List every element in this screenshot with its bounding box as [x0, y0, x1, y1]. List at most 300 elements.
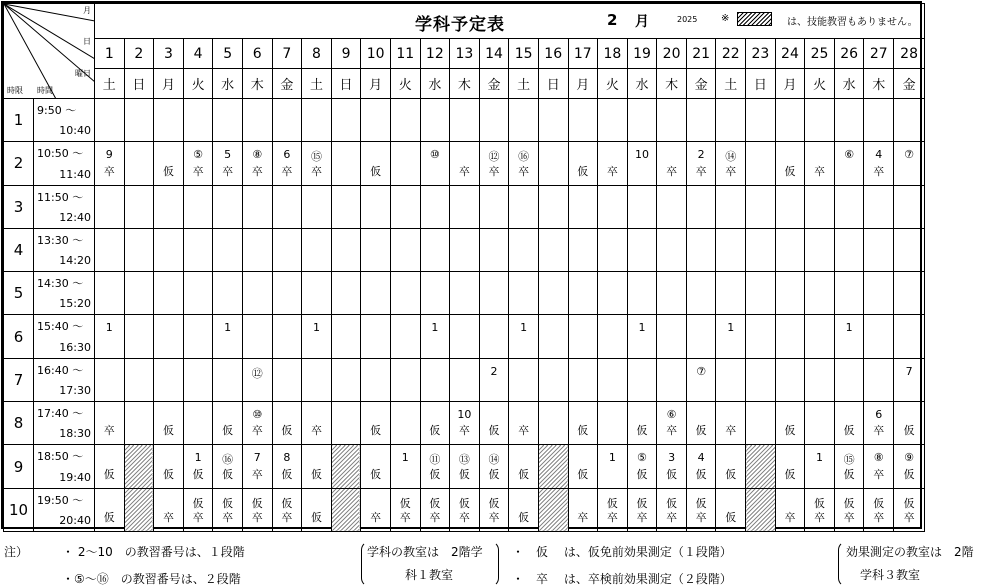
schedule-cell: [509, 445, 539, 488]
test-mark: 卒: [310, 164, 322, 178]
test-mark: 卒: [725, 424, 737, 438]
schedule-cell: [657, 142, 687, 185]
schedule-cell: [390, 185, 420, 228]
schedule-cell: [716, 315, 746, 358]
schedule-cell: [864, 99, 894, 142]
lesson-number: 1: [608, 451, 616, 465]
schedule-cell: [154, 358, 184, 401]
period-row: [4, 402, 925, 445]
schedule-cell: [538, 445, 568, 488]
weekday-header: 木: [450, 69, 480, 99]
test-mark: 卒: [222, 510, 234, 524]
schedule-cell: [390, 142, 420, 185]
lesson-number: 仮: [429, 496, 441, 510]
schedule-cell: [183, 228, 213, 271]
schedule-cell: [361, 488, 391, 531]
schedule-cell: [598, 185, 628, 228]
period-end: 18:30: [59, 427, 91, 441]
schedule-cell: [805, 228, 835, 271]
title-year: 2025: [677, 15, 698, 24]
period-end: 17:30: [59, 384, 91, 398]
day-corner-label: 日: [83, 37, 91, 46]
schedule-cell: [390, 315, 420, 358]
day-header: 13: [450, 39, 480, 69]
period-end: 16:30: [59, 340, 91, 354]
schedule-cell: [331, 142, 361, 185]
weekday-header: 火: [805, 69, 835, 99]
test-mark: 卒: [873, 424, 885, 438]
period-start: 16:40 ～: [37, 363, 84, 377]
weekday-header: 土: [509, 69, 539, 99]
schedule-cell: [716, 272, 746, 315]
schedule-cell: [302, 402, 332, 445]
schedule-cell: [154, 315, 184, 358]
schedule-cell: [183, 358, 213, 401]
schedule-cell: [450, 358, 480, 401]
test-mark: 卒: [458, 164, 470, 178]
schedule-cell: [154, 402, 184, 445]
test-mark: 卒: [814, 510, 826, 524]
schedule-cell: [686, 445, 716, 488]
schedule-cell: [213, 358, 243, 401]
schedule-cell: [864, 185, 894, 228]
day-header: 6: [242, 39, 272, 69]
schedule-cell: [95, 402, 125, 445]
period-end: 15:20: [59, 297, 91, 311]
schedule-cell: [746, 142, 776, 185]
schedule-cell: [420, 228, 450, 271]
test-mark: 仮: [281, 467, 293, 481]
schedule-cell: [124, 402, 154, 445]
schedule-cell: [213, 142, 243, 185]
schedule-cell: [864, 315, 894, 358]
test-mark: 卒: [251, 510, 263, 524]
schedule-cell: [302, 445, 332, 488]
test-mark: 卒: [281, 164, 293, 178]
schedule-cell: [598, 488, 628, 531]
schedule-cell: [272, 445, 302, 488]
schedule-cell: [183, 99, 213, 142]
period-row: [4, 142, 925, 185]
lesson-number: 2: [490, 364, 498, 378]
lesson-number: 7: [905, 364, 913, 378]
time-corner-label: 時間: [37, 86, 53, 95]
day-header: 14: [479, 39, 509, 69]
period-time: [34, 402, 95, 445]
lesson-number: 9: [105, 148, 113, 162]
weekday-header: 土: [95, 69, 125, 99]
schedule-cell: [805, 272, 835, 315]
schedule-cell: [775, 228, 805, 271]
schedule-cell: [509, 99, 539, 142]
schedule-cell: [242, 488, 272, 531]
weekday-header: 金: [272, 69, 302, 99]
test-mark: 卒: [192, 164, 204, 178]
day-header: 4: [183, 39, 213, 69]
test-mark: 仮: [103, 510, 115, 524]
lesson-number: 1: [312, 321, 320, 335]
schedule-cell: [627, 185, 657, 228]
test-mark: 仮: [903, 424, 915, 438]
schedule-cell: [361, 445, 391, 488]
schedule-cell: [627, 99, 657, 142]
test-mark: 卒: [251, 424, 263, 438]
period-start: 19:50 ～: [37, 493, 84, 507]
test-mark: 卒: [636, 510, 648, 524]
test-mark: 卒: [429, 510, 441, 524]
note-room1-line1: 学科の教室は 2階学: [367, 545, 483, 559]
hatch-legend-text: は、技能教習もありません。: [787, 17, 918, 28]
schedule-cell: [864, 488, 894, 531]
period-time: [34, 358, 95, 401]
schedule-cell: [627, 402, 657, 445]
schedule-cell: [716, 358, 746, 401]
schedule-cell: [183, 488, 213, 531]
note-kari: ・ 仮 は、仮免前効果測定（１段階）: [512, 545, 732, 559]
notes-label: 注）: [4, 545, 29, 559]
schedule-cell: [805, 358, 835, 401]
schedule-cell: [302, 142, 332, 185]
lesson-number: 1: [727, 321, 735, 335]
lesson-number: ⑫: [251, 366, 263, 380]
day-header: 26: [834, 39, 864, 69]
test-mark: 仮: [577, 467, 589, 481]
schedule-cell: [894, 445, 925, 488]
period-row: [4, 315, 925, 358]
test-mark: 卒: [488, 510, 500, 524]
schedule-cell: [242, 358, 272, 401]
schedule-cell: [331, 185, 361, 228]
schedule-cell: [242, 402, 272, 445]
schedule-cell: [716, 185, 746, 228]
lesson-number: ⑤: [193, 148, 204, 162]
weekday-header: 土: [716, 69, 746, 99]
schedule-cell: [183, 142, 213, 185]
day-header: 10: [361, 39, 391, 69]
test-mark: 仮: [843, 424, 855, 438]
schedule-cell: [568, 99, 598, 142]
test-mark: 仮: [429, 467, 441, 481]
schedule-cell: [538, 358, 568, 401]
lesson-number: 仮: [281, 496, 293, 510]
test-mark: 仮: [666, 467, 678, 481]
schedule-cell: [894, 358, 925, 401]
day-header: 24: [775, 39, 805, 69]
schedule-cell: [420, 315, 450, 358]
test-mark: 卒: [606, 510, 618, 524]
schedule-cell: [716, 445, 746, 488]
schedule-cell: [627, 358, 657, 401]
schedule-cell: [686, 402, 716, 445]
schedule-cell: [154, 488, 184, 531]
lesson-number: 1: [816, 451, 824, 465]
weekday-header: 金: [894, 69, 925, 99]
period-end: 14:20: [59, 254, 91, 268]
schedule-cell: [775, 488, 805, 531]
schedule-cell: [183, 315, 213, 358]
weekday-header: 月: [361, 69, 391, 99]
weekday-header: 水: [213, 69, 243, 99]
period-number: 6: [4, 315, 34, 358]
schedule-cell: [390, 228, 420, 271]
schedule-cell: [450, 228, 480, 271]
title-month-number: 2: [607, 11, 618, 29]
schedule-cell: [568, 315, 598, 358]
schedule-cell: [479, 185, 509, 228]
schedule-cell: [154, 99, 184, 142]
schedule-cell: [509, 185, 539, 228]
day-header: 11: [390, 39, 420, 69]
lesson-number: 仮: [606, 496, 618, 510]
test-mark: 卒: [725, 164, 737, 178]
schedule-cell: [657, 185, 687, 228]
test-mark: 仮: [725, 467, 737, 481]
weekday-header: 水: [834, 69, 864, 99]
schedule-cell: [154, 445, 184, 488]
schedule-cell: [331, 488, 361, 531]
test-mark: 仮: [784, 424, 796, 438]
weekday-header: 金: [479, 69, 509, 99]
lesson-number: 仮: [636, 496, 648, 510]
schedule-cell: [479, 445, 509, 488]
test-mark: 卒: [518, 164, 530, 178]
test-mark: 卒: [666, 424, 678, 438]
lesson-number: ⑮: [310, 150, 322, 164]
schedule-cell: [864, 445, 894, 488]
schedule-cell: [302, 488, 332, 531]
schedule-cell: [242, 142, 272, 185]
schedule-cell: [657, 228, 687, 271]
schedule-cell: [775, 402, 805, 445]
period-number: 9: [4, 445, 34, 488]
schedule-cell: [746, 315, 776, 358]
schedule-cell: [598, 315, 628, 358]
day-header: 22: [716, 39, 746, 69]
schedule-cell: [746, 358, 776, 401]
schedule-cell: [864, 272, 894, 315]
schedule-cell: [894, 228, 925, 271]
schedule-cell: [627, 272, 657, 315]
schedule-cell: [361, 142, 391, 185]
test-mark: 仮: [784, 164, 796, 178]
schedule-cell: [775, 185, 805, 228]
weekday-header: 木: [864, 69, 894, 99]
period-row: [4, 99, 925, 142]
schedule-cell: [390, 358, 420, 401]
schedule-cell: [124, 488, 154, 531]
period-row: [4, 272, 925, 315]
schedule-cell: [450, 402, 480, 445]
schedule-cell: [154, 185, 184, 228]
schedule-cell: [331, 272, 361, 315]
schedule-cell: [361, 402, 391, 445]
weekday-header: 日: [538, 69, 568, 99]
schedule-cell: [124, 272, 154, 315]
test-mark: 仮: [162, 424, 174, 438]
schedule-cell: [183, 185, 213, 228]
schedule-cell: [242, 228, 272, 271]
schedule-cell: [361, 358, 391, 401]
schedule-cell: [834, 185, 864, 228]
schedule-cell: [568, 228, 598, 271]
period-time: [34, 445, 95, 488]
schedule-cell: [805, 445, 835, 488]
schedule-cell: [657, 315, 687, 358]
schedule-cell: [568, 272, 598, 315]
weekday-header: 水: [420, 69, 450, 99]
schedule-cell: [479, 272, 509, 315]
test-mark: 仮: [103, 467, 115, 481]
schedule-cell: [686, 315, 716, 358]
schedule-cell: [686, 488, 716, 531]
schedule-cell: [272, 358, 302, 401]
period-corner-label: 時限: [7, 86, 23, 95]
schedule-cell: [124, 185, 154, 228]
schedule-cell: [420, 445, 450, 488]
period-number: 3: [4, 185, 34, 228]
schedule-cell: [95, 185, 125, 228]
day-header: 1: [95, 39, 125, 69]
schedule-cell: [657, 99, 687, 142]
schedule-cell: [598, 142, 628, 185]
test-mark: 卒: [222, 164, 234, 178]
schedule-cell: [479, 99, 509, 142]
day-header: 7: [272, 39, 302, 69]
test-mark: 仮: [903, 467, 915, 481]
lesson-number: 8: [283, 451, 291, 465]
lesson-number: 10: [634, 148, 649, 162]
test-mark: 卒: [577, 510, 589, 524]
test-mark: 仮: [488, 467, 500, 481]
weekday-header: 金: [686, 69, 716, 99]
lesson-number: 4: [875, 148, 883, 162]
page-title: 学科予定表: [415, 15, 505, 35]
schedule-cell: [124, 445, 154, 488]
schedule-cell: [479, 142, 509, 185]
period-row: [4, 488, 925, 531]
schedule-cell: [242, 315, 272, 358]
schedule-cell: [538, 272, 568, 315]
schedule-cell: [331, 99, 361, 142]
schedule-cell: [124, 358, 154, 401]
schedule-cell: [805, 315, 835, 358]
lesson-number: ⑮: [843, 453, 855, 467]
day-header: 2: [124, 39, 154, 69]
schedule-cell: [509, 358, 539, 401]
schedule-cell: [213, 488, 243, 531]
schedule-cell: [242, 185, 272, 228]
day-header: 28: [894, 39, 925, 69]
period-time: [34, 99, 95, 142]
lesson-number: 仮: [903, 496, 915, 510]
test-mark: 仮: [162, 467, 174, 481]
schedule-cell: [95, 315, 125, 358]
schedule-cell: [183, 402, 213, 445]
schedule-cell: [361, 315, 391, 358]
weekday-header: 木: [242, 69, 272, 99]
schedule-cell: [213, 445, 243, 488]
test-mark: 卒: [843, 510, 855, 524]
schedule-cell: [183, 445, 213, 488]
schedule-cell: [538, 315, 568, 358]
schedule-cell: [450, 99, 480, 142]
lesson-number: 5: [224, 148, 232, 162]
test-mark: 卒: [873, 510, 885, 524]
month-corner-label: 月: [83, 6, 91, 15]
note-stage1: ・ 2～10 の教習番号は、１段階: [62, 545, 245, 559]
lesson-number: 仮: [488, 496, 500, 510]
period-row: [4, 228, 925, 271]
weekday-corner-label: 曜日: [75, 69, 91, 78]
schedule-cell: [894, 142, 925, 185]
schedule-cell: [864, 402, 894, 445]
lesson-number: 10: [457, 408, 472, 422]
day-header: 27: [864, 39, 894, 69]
lesson-number: 仮: [873, 496, 885, 510]
day-header: 21: [686, 39, 716, 69]
schedule-cell: [420, 488, 450, 531]
test-mark: 卒: [814, 164, 826, 178]
day-header: 3: [154, 39, 184, 69]
schedule-cell: [420, 358, 450, 401]
test-mark: 卒: [873, 164, 885, 178]
test-mark: 仮: [310, 467, 322, 481]
schedule-cell: [627, 445, 657, 488]
schedule-cell: [479, 315, 509, 358]
schedule-cell: [213, 99, 243, 142]
test-mark: 仮: [370, 467, 382, 481]
schedule-cell: [302, 358, 332, 401]
schedule-cell: [331, 445, 361, 488]
schedule-cell: [894, 99, 925, 142]
lesson-number: ⑥: [666, 408, 677, 422]
schedule-cell: [450, 272, 480, 315]
schedule-cell: [746, 402, 776, 445]
schedule-cell: [272, 272, 302, 315]
test-mark: 仮: [725, 510, 737, 524]
lesson-number: 仮: [666, 496, 678, 510]
schedule-cell: [242, 99, 272, 142]
weekday-header: 月: [568, 69, 598, 99]
schedule-cell: [775, 445, 805, 488]
day-header: 18: [598, 39, 628, 69]
schedule-cell: [686, 142, 716, 185]
schedule-cell: [361, 99, 391, 142]
schedule-cell: [686, 185, 716, 228]
schedule-cell: [450, 185, 480, 228]
period-time: [34, 228, 95, 271]
lesson-number: 6: [283, 148, 291, 162]
lesson-number: ⑬: [458, 453, 470, 467]
lesson-number: ⑩: [252, 408, 263, 422]
lesson-number: ⑭: [725, 150, 737, 164]
schedule-cell: [538, 142, 568, 185]
schedule-cell: [390, 445, 420, 488]
schedule-cell: [154, 142, 184, 185]
schedule-cell: [479, 402, 509, 445]
test-mark: 仮: [695, 467, 707, 481]
schedule-cell: [805, 402, 835, 445]
lesson-number: 1: [638, 321, 646, 335]
schedule-cell: [95, 142, 125, 185]
schedule-cell: [302, 185, 332, 228]
schedule-cell: [894, 315, 925, 358]
lesson-number: 1: [431, 321, 439, 335]
schedule-cell: [864, 142, 894, 185]
schedule-cell: [598, 358, 628, 401]
schedule-cell: [686, 99, 716, 142]
schedule-cell: [716, 228, 746, 271]
